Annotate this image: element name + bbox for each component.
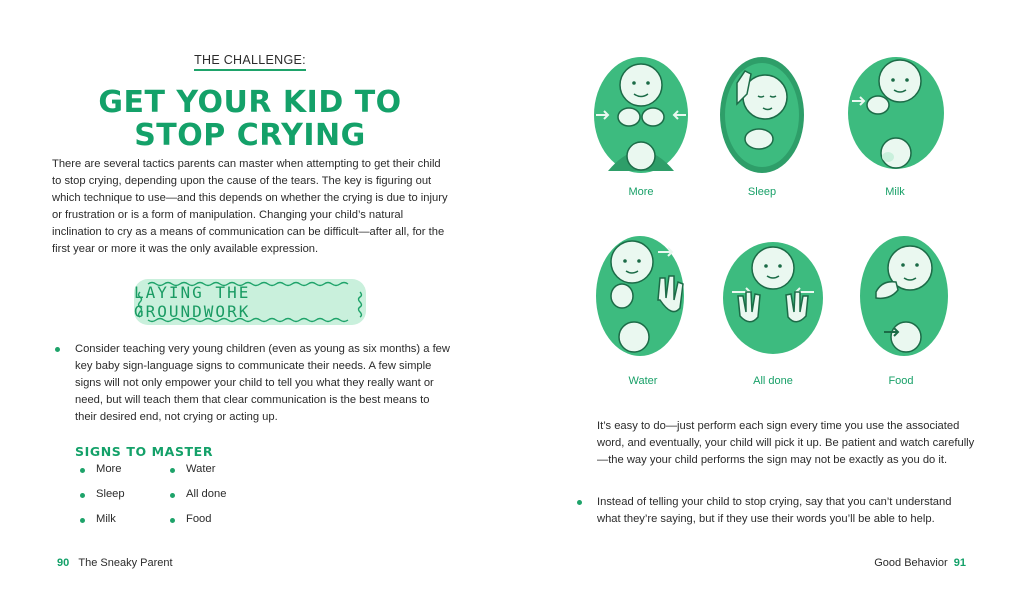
bullet-baby-signs xyxy=(75,341,453,426)
right-page xyxy=(512,0,1024,598)
sign-figure-food xyxy=(846,232,956,360)
signs-heading: SIGNS TO MASTER xyxy=(75,444,214,459)
page-title xyxy=(0,86,500,152)
section-banner xyxy=(134,279,366,325)
baby-sign-more-icon xyxy=(586,53,696,178)
baby-sign-water-icon xyxy=(588,232,698,360)
caption-water: Water xyxy=(628,375,658,387)
title-line-2: STOP CRYING xyxy=(134,118,366,153)
caption-more: More xyxy=(628,186,654,198)
caption-food: Food xyxy=(888,375,914,387)
page-number: 91 xyxy=(953,557,966,569)
challenge-label: THE CHALLENGE: xyxy=(0,53,500,67)
bullet-text: Instead of telling your child to stop crying, say that you can’t understand what they’re saying, but if they use their words you’ll be able to help. xyxy=(597,496,952,525)
title-line-1: GET YOUR KID TO xyxy=(98,85,402,120)
baby-sign-food-icon xyxy=(846,232,956,360)
chapter-title: Good Behavior xyxy=(874,557,948,569)
bullet-use-words xyxy=(597,494,975,528)
list-item: Milk xyxy=(80,513,116,525)
intro-paragraph: There are several tactics parents can master when attempting to get their child to stop crying, depending upon the cause of the tears. The key is figuring out which technique to use—and this depends on whether the crying is due to injury or frustration or is a form of manipulation. Changing your child’s natural inclination to cry as a means of communication can be difficult—after all, for the first year or more it was the only available expression. xyxy=(52,158,448,255)
sign-figure-all-done xyxy=(718,238,828,358)
page-number: 90 xyxy=(57,557,70,569)
caption-all-done: All done xyxy=(753,375,793,387)
sign-figure-more xyxy=(586,53,696,178)
sign-figure-milk xyxy=(840,53,950,178)
caption-milk: Milk xyxy=(885,186,905,198)
page-footer-right xyxy=(874,557,966,569)
bullet-dot-icon xyxy=(577,500,582,505)
baby-sign-sleep-icon xyxy=(707,53,817,178)
list-item: All done xyxy=(170,488,226,500)
bullet-text: Consider teaching very young children (even as young as six months) a few key baby sign-language signs to communicate their needs. A few simple signs will not only empower your child to tell you what they really want or need, but will teach them that clear communication is the best means to their desired end, not crying or acting up. xyxy=(75,343,450,423)
list-item: Sleep xyxy=(80,488,125,500)
list-item: Food xyxy=(170,513,212,525)
book-title: The Sneaky Parent xyxy=(78,557,173,569)
sign-figure-water xyxy=(588,232,698,360)
sign-figure-sleep xyxy=(707,53,817,178)
banner-text: LAYING THE GROUNDWORK xyxy=(134,283,251,321)
list-item: More xyxy=(80,463,122,475)
baby-sign-all-done-icon xyxy=(718,238,828,358)
list-item: Water xyxy=(170,463,215,475)
caption-sleep: Sleep xyxy=(747,186,777,198)
practice-paragraph: It’s easy to do—just perform each sign every time you use the associated word, and eventually, your child will pick it up. Be patient and watch carefully—the way your child performs the sign may not be exactly as you do it. xyxy=(597,420,975,466)
bullet-dot-icon xyxy=(55,347,60,352)
baby-sign-milk-icon xyxy=(840,53,950,178)
page-footer-left xyxy=(57,557,173,569)
